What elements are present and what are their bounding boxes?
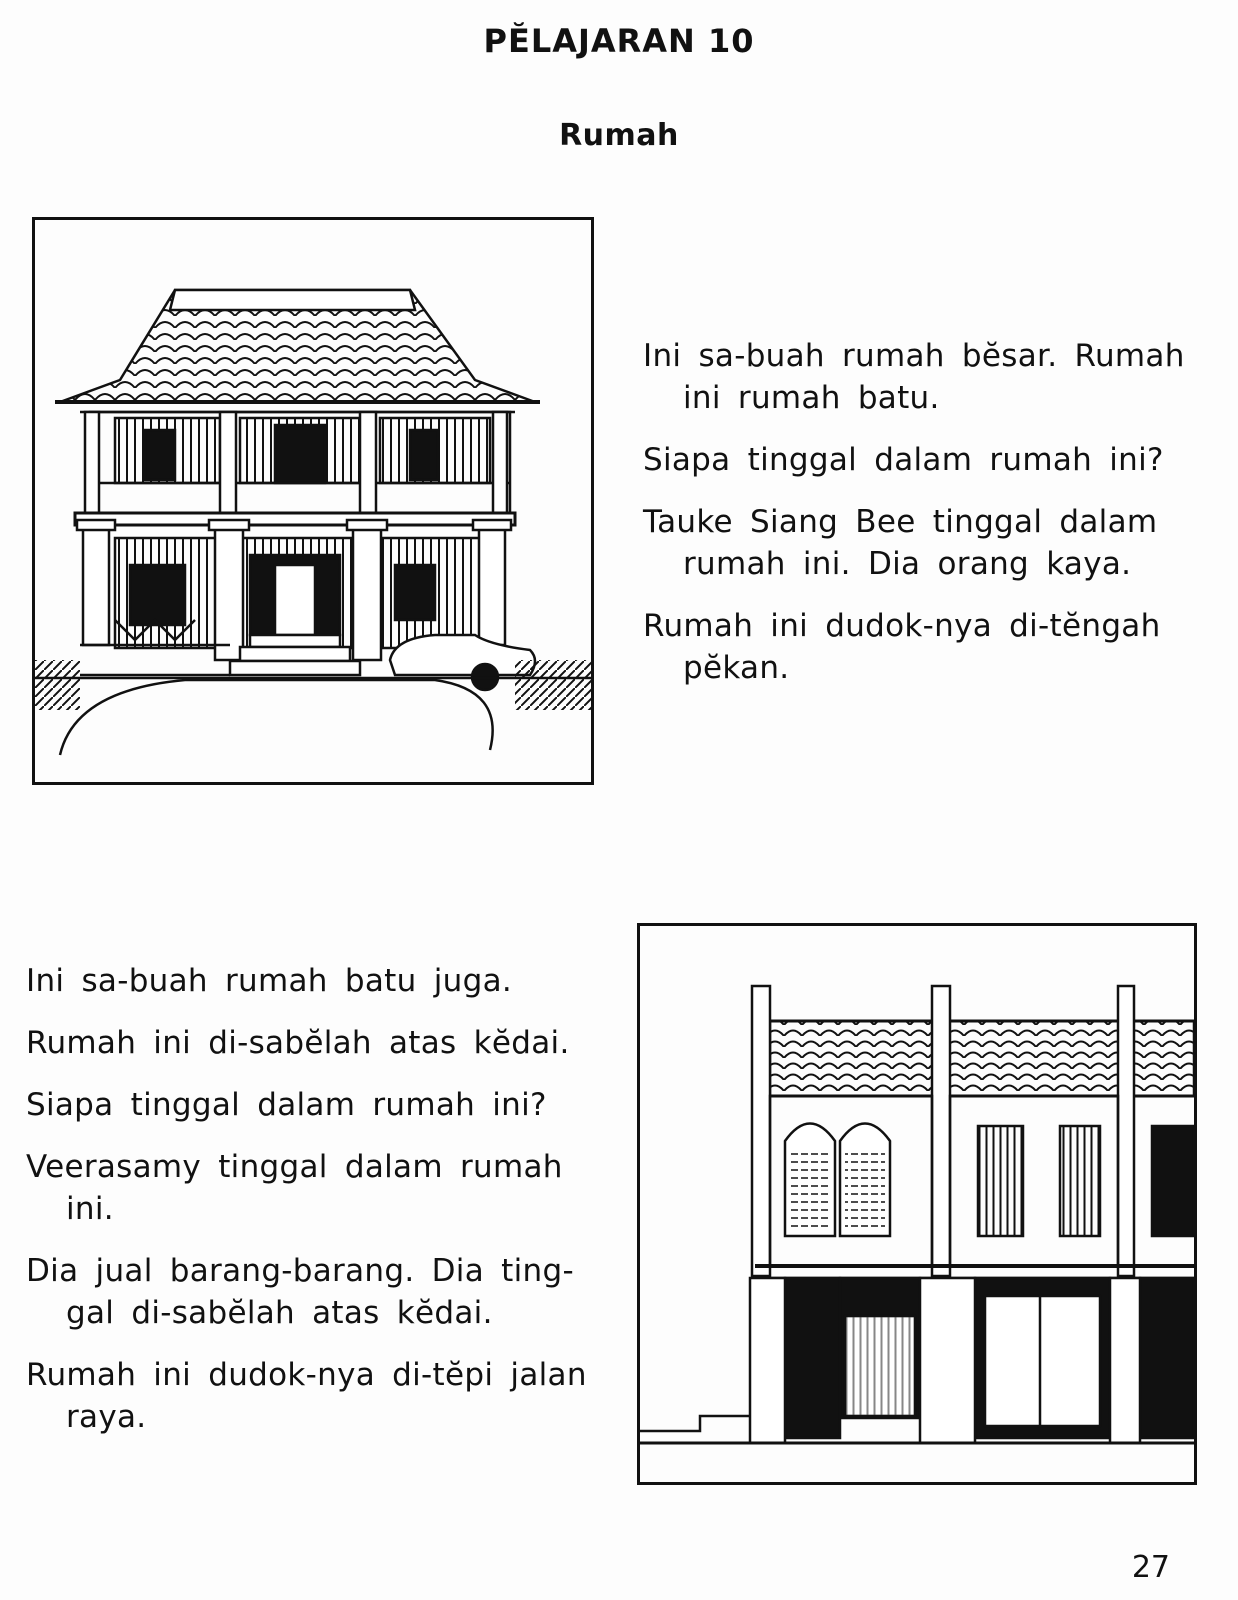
big-stone-house-illustration xyxy=(32,217,594,785)
page-number: 27 xyxy=(1131,1550,1170,1585)
passage-paragraph: Dia jual barang-barang. Dia ting-gal di-sabĕlah atas kĕdai. xyxy=(26,1253,574,1331)
passage-paragraph: Tauke Siang Bee tinggal dalam rumah ini. Dia orang kaya. xyxy=(643,504,1158,582)
passage-paragraph: Rumah ini di-sabĕlah atas kĕdai. xyxy=(26,1025,570,1061)
passage-shophouse xyxy=(26,960,596,1458)
lesson-subtitle: Rumah xyxy=(559,118,679,153)
passage-paragraph: Rumah ini dudok-nya di-tĕngah pĕkan. xyxy=(643,608,1161,686)
passage-paragraph: Siapa tinggal dalam rumah ini? xyxy=(26,1087,547,1123)
passage-big-house xyxy=(643,335,1213,709)
passage-paragraph: Ini sa-buah rumah batu juga. xyxy=(26,963,513,999)
passage-paragraph: Veerasamy tinggal dalam rumah ini. xyxy=(26,1149,563,1227)
passage-paragraph: Rumah ini dudok-nya di-tĕpi jalan raya. xyxy=(26,1357,587,1435)
passage-paragraph: Siapa tinggal dalam rumah ini? xyxy=(643,442,1164,478)
shophouse-illustration xyxy=(637,923,1197,1485)
lesson-title: PĔLAJARAN 10 xyxy=(483,22,755,60)
passage-paragraph: Ini sa-buah rumah bĕsar. Rumah ini rumah batu. xyxy=(643,338,1185,416)
